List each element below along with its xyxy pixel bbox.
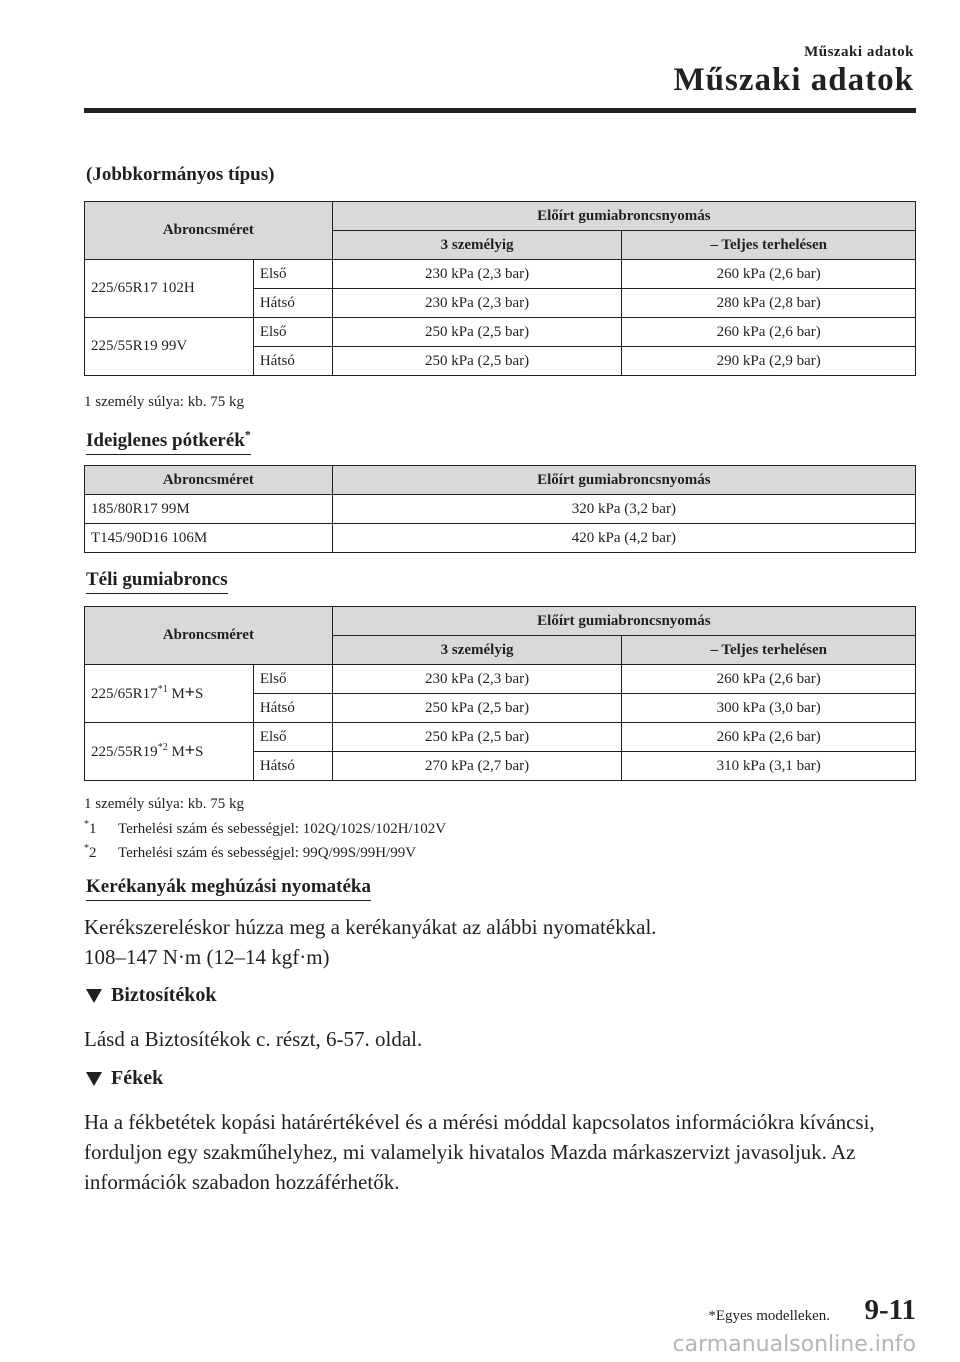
triangle-bullet-icon: [86, 1072, 102, 1086]
pressure-full: 280 kPa (2,8 bar): [622, 289, 916, 318]
pressure-full: 290 kPa (2,9 bar): [622, 347, 916, 376]
axle: Első: [253, 260, 332, 289]
pressure: 320 kPa (3,2 bar): [332, 495, 915, 524]
col-size-header: Abroncsméret: [85, 466, 333, 495]
watermark: carmanualsonline.info: [672, 1332, 916, 1357]
tire-size: 225/55R19 99V: [85, 318, 254, 376]
pressure-full: 260 kPa (2,6 bar): [622, 318, 916, 347]
pressure-3p: 250 kPa (2,5 bar): [332, 318, 622, 347]
plus-icon: +: [184, 682, 196, 702]
rhd-weight-note: 1 személy súlya: kb. 75 kg: [84, 394, 244, 410]
pressure-full: 260 kPa (2,6 bar): [622, 260, 916, 289]
rhd-title: (Jobbkormányos típus): [86, 164, 275, 185]
brakes-text: Ha a fékbetétek kopási határértékével és a mérési móddal kapcsolatos információkra kíváncsi, forduljon egy szakműhelyhez, mi valamelyik hivatalos Mazda márkaszervizt javasoljuk. Az információk szabadon hozzáférhetők.: [84, 1110, 875, 1194]
winter-title: Téli gumiabroncs: [86, 569, 228, 591]
header-rule: [84, 108, 916, 113]
col-size-header: Abroncsméret: [85, 607, 333, 665]
pressure-full: 310 kPa (3,1 bar): [622, 752, 916, 781]
pressure-3p: 230 kPa (2,3 bar): [332, 289, 622, 318]
tire-size: 225/55R19$^{*2}$ M+S: [85, 723, 254, 781]
pressure-full: 260 kPa (2,6 bar): [622, 723, 916, 752]
table-row: [85, 524, 916, 553]
torque-line-1: Kerékszereléskor húzza meg a kerékanyákat az alábbi nyomatékkal.: [84, 915, 657, 939]
spare-pressure-table: [84, 465, 916, 553]
winter-weight-note: 1 személy súlya: kb. 75 kg: [84, 796, 244, 812]
col-size-header: Abroncsméret: [85, 202, 333, 260]
col-full-header: – Teljes terhelésen: [622, 636, 916, 665]
col-3p-header: 3 személyig: [332, 231, 622, 260]
pressure-3p: 250 kPa (2,5 bar): [332, 694, 622, 723]
chapter-title: Műszaki adatok: [673, 62, 914, 98]
footnote: *1 Terhelési szám és sebességjel: 102Q/102S/102H/102V: [84, 819, 447, 837]
pressure-full: 300 kPa (3,0 bar): [622, 694, 916, 723]
brakes-heading: Fékek: [86, 1067, 163, 1090]
tire-size: 225/65R17$^{*1}$ M+S: [85, 665, 254, 723]
fuses-text: Lásd a Biztosítékok c. részt, 6-57. oldal.: [84, 1027, 423, 1051]
pressure-3p: 250 kPa (2,5 bar): [332, 723, 622, 752]
winter-pressure-table: [84, 606, 916, 781]
pressure-full: 260 kPa (2,6 bar): [622, 665, 916, 694]
pressure-3p: 230 kPa (2,3 bar): [332, 665, 622, 694]
table-row: [85, 665, 916, 694]
col-pressure-header: Előírt gumiabroncsnyomás: [332, 202, 915, 231]
table-row: [85, 723, 916, 752]
table-row: [85, 318, 916, 347]
axle: Első: [253, 318, 332, 347]
running-header: Műszaki adatok: [804, 44, 914, 60]
rhd-pressure-table: [84, 201, 916, 376]
tire-size: 225/65R17 102H: [85, 260, 254, 318]
table-row: [85, 260, 916, 289]
pressure: 420 kPa (4,2 bar): [332, 524, 915, 553]
axle: Hátsó: [253, 289, 332, 318]
col-pressure-header: Előírt gumiabroncsnyomás: [332, 466, 915, 495]
axle: Első: [253, 723, 332, 752]
footer-note: *Egyes modelleken.: [708, 1308, 830, 1324]
pressure-3p: 270 kPa (2,7 bar): [332, 752, 622, 781]
tire-size: 185/80R17 99M: [85, 495, 333, 524]
col-full-header: – Teljes terhelésen: [622, 231, 916, 260]
plus-icon: +: [184, 740, 196, 760]
page-number: 9-11: [864, 1294, 916, 1326]
triangle-bullet-icon: [86, 989, 102, 1003]
axle: Első: [253, 665, 332, 694]
torque-line-2: 108–147 N·m (12–14 kgf·m): [84, 945, 330, 969]
col-3p-header: 3 személyig: [332, 636, 622, 665]
torque-title: Kerékanyák meghúzási nyomatéka: [86, 876, 371, 898]
footnote: *2 Terhelési szám és sebességjel: 99Q/99S/99H/99V: [84, 843, 417, 861]
tire-size: T145/90D16 106M: [85, 524, 333, 553]
axle: Hátsó: [253, 752, 332, 781]
axle: Hátsó: [253, 347, 332, 376]
pressure-3p: 230 kPa (2,3 bar): [332, 260, 622, 289]
spare-title: Ideiglenes pótkerék*: [86, 428, 251, 452]
fuses-heading: Biztosítékok: [86, 984, 217, 1007]
axle: Hátsó: [253, 694, 332, 723]
col-pressure-header: Előírt gumiabroncsnyomás: [332, 607, 915, 636]
table-row: [85, 495, 916, 524]
pressure-3p: 250 kPa (2,5 bar): [332, 347, 622, 376]
